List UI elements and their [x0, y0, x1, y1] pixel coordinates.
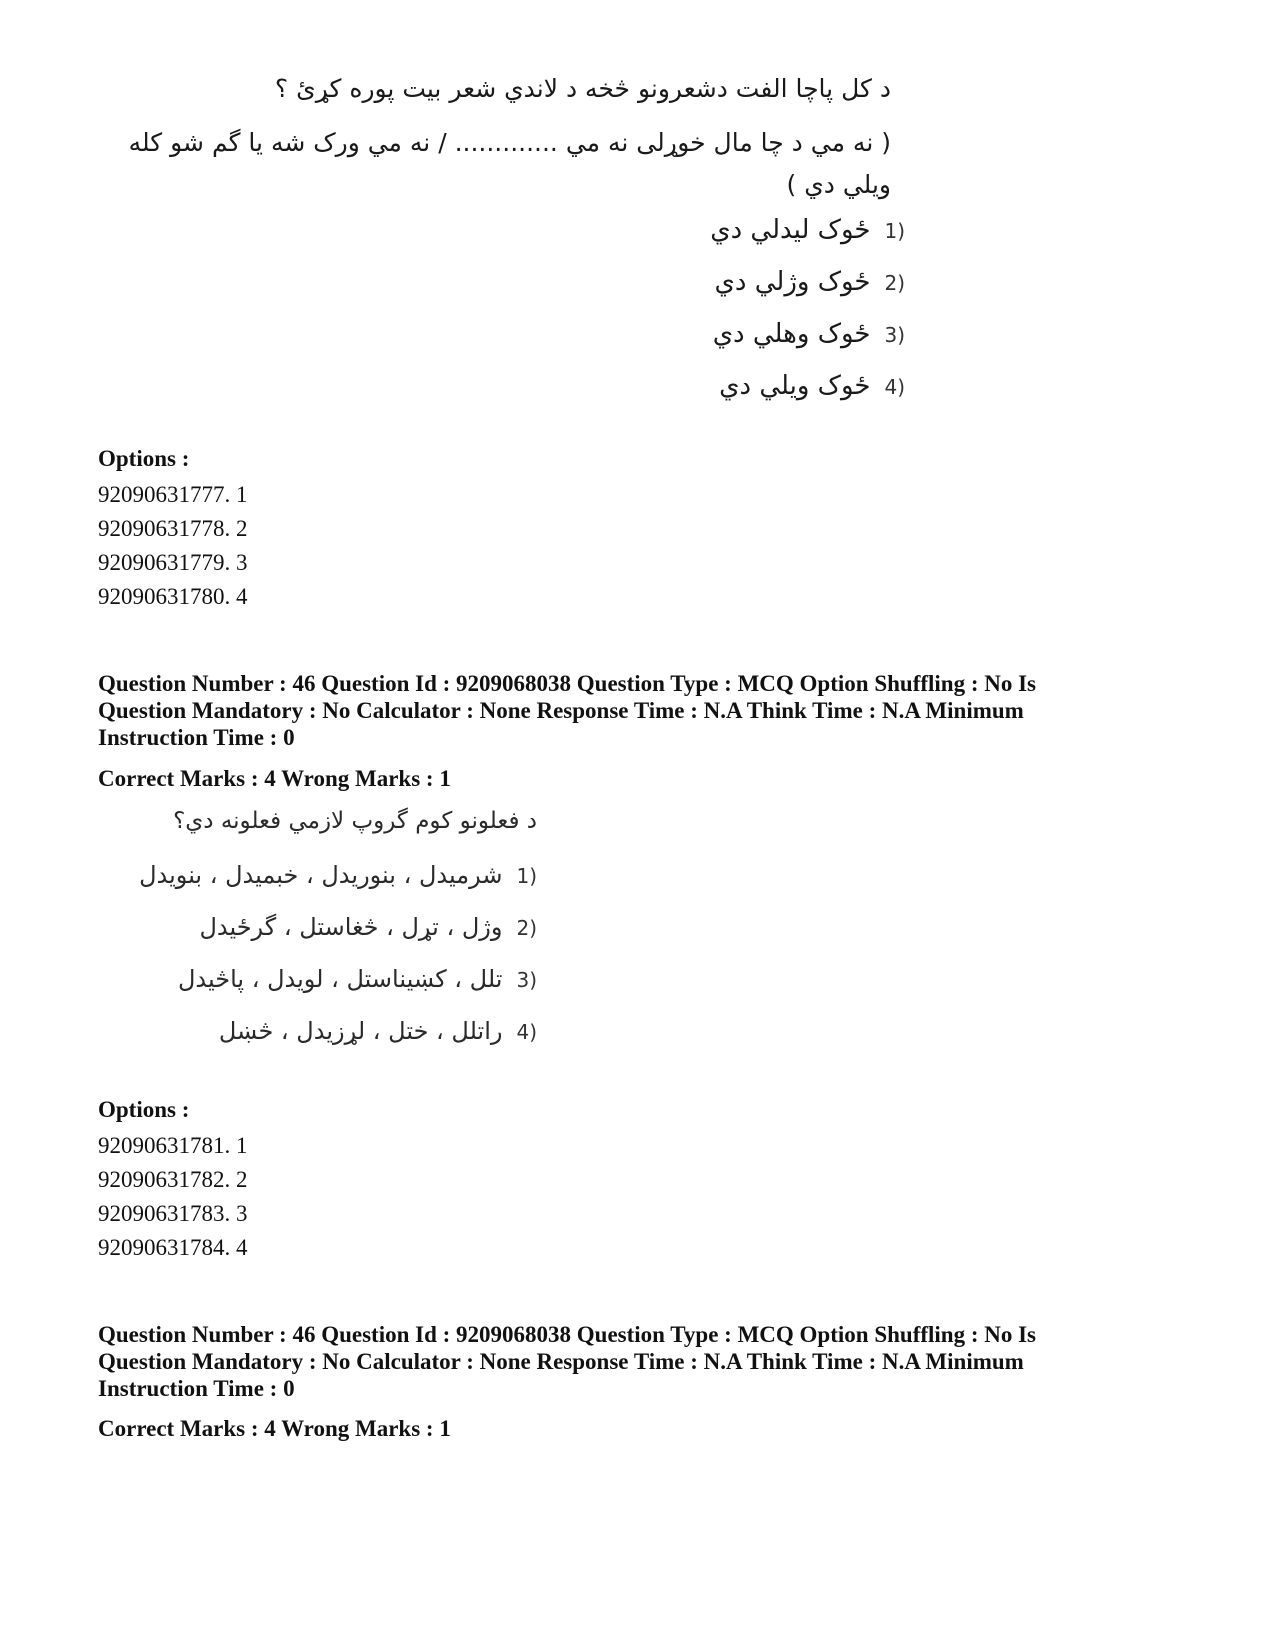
- answer-choice-2: [715, 267, 905, 297]
- option-item: 92090631780. 4: [98, 584, 248, 609]
- question-stem-line-3: ويلي دي ): [786, 170, 891, 199]
- option-item: 92090631778. 2: [98, 516, 248, 541]
- option-item: 92090631784. 4: [98, 1235, 248, 1260]
- answer-choice-2: [199, 913, 537, 941]
- answer-choice-text: ځوک وژلي دي: [714, 267, 871, 297]
- answer-choice-text: راتلل ، ختل ، لړزيدل ، څښل: [218, 1017, 503, 1045]
- question-metadata-line-3: Instruction Time : 0: [98, 1376, 295, 1401]
- answer-choice-number: 3): [884, 323, 905, 347]
- answer-choice-4: [719, 371, 905, 401]
- answer-choice-text: شرميدل ، بنوريدل ، خبميدل ، بنويدل: [139, 861, 503, 889]
- answer-choice-3: [178, 965, 537, 993]
- answer-choice-3: [713, 319, 905, 349]
- option-item: 92090631781. 1: [98, 1133, 248, 1158]
- question-metadata-line-3: Instruction Time : 0: [98, 725, 295, 750]
- answer-choice-number: 1): [884, 219, 905, 243]
- answer-choice-number: 3): [516, 968, 537, 992]
- question-metadata: [98, 670, 1188, 751]
- answer-choice-number: 4): [884, 375, 905, 399]
- option-item: 92090631783. 3: [98, 1201, 248, 1226]
- question-metadata: [98, 1321, 1188, 1402]
- answer-choice-number: 4): [516, 1020, 537, 1044]
- answer-choice-1: [139, 861, 537, 889]
- question-stem-line-1: د کل پاچا الفت دشعرونو څخه د لاندي شعر بيت پوره کړئ ؟: [274, 74, 891, 103]
- answer-choice-text: ځوک ويلي دي: [719, 371, 871, 401]
- answer-choice-number: 1): [516, 864, 537, 888]
- answer-choice-1: [710, 215, 905, 245]
- marks-info: Correct Marks : 4 Wrong Marks : 1: [98, 766, 451, 791]
- question-stem: د فعلونو کوم گروپ لازمي فعلونه دي؟: [173, 808, 537, 834]
- options-heading: Options :: [98, 1097, 190, 1122]
- options-list: [98, 1129, 248, 1265]
- answer-choice-text: وژل ، تړل ، څغاستل ، گرځيدل: [199, 913, 503, 941]
- option-item: 92090631777. 1: [98, 482, 248, 507]
- answer-choice-number: 2): [884, 271, 905, 295]
- option-item: 92090631782. 2: [98, 1167, 248, 1192]
- question-metadata-line-1: Question Number : 46 Question Id : 9209068038 Question Type : MCQ Option Shuffling : No Is: [98, 1322, 1037, 1347]
- option-item: 92090631779. 3: [98, 550, 248, 575]
- answer-choice-text: ځوک وهلي دي: [712, 319, 871, 349]
- answer-choice-number: 2): [516, 916, 537, 940]
- answer-choice-4: [219, 1017, 537, 1045]
- question-metadata-line-1: Question Number : 46 Question Id : 9209068038 Question Type : MCQ Option Shuffling : No Is: [98, 671, 1037, 696]
- options-heading: Options :: [98, 446, 190, 471]
- answer-choice-text: تلل ، کښيناستل ، لويدل ، پاڅيدل: [177, 965, 503, 993]
- answer-choice-text: ځوک ليدلي دي: [710, 215, 871, 245]
- options-list: [98, 478, 248, 614]
- question-metadata-line-2: Question Mandatory : No Calculator : None Response Time : N.A Think Time : N.A Minimum: [98, 698, 1024, 723]
- question-stem-line-2: ( نه مي د چا مال خوړلی نه مي ............. / نه مي ورک شه يا گم شو کله: [128, 128, 891, 157]
- marks-info: Correct Marks : 4 Wrong Marks : 1: [98, 1416, 451, 1441]
- question-metadata-line-2: Question Mandatory : No Calculator : None Response Time : N.A Think Time : N.A Minimum: [98, 1349, 1024, 1374]
